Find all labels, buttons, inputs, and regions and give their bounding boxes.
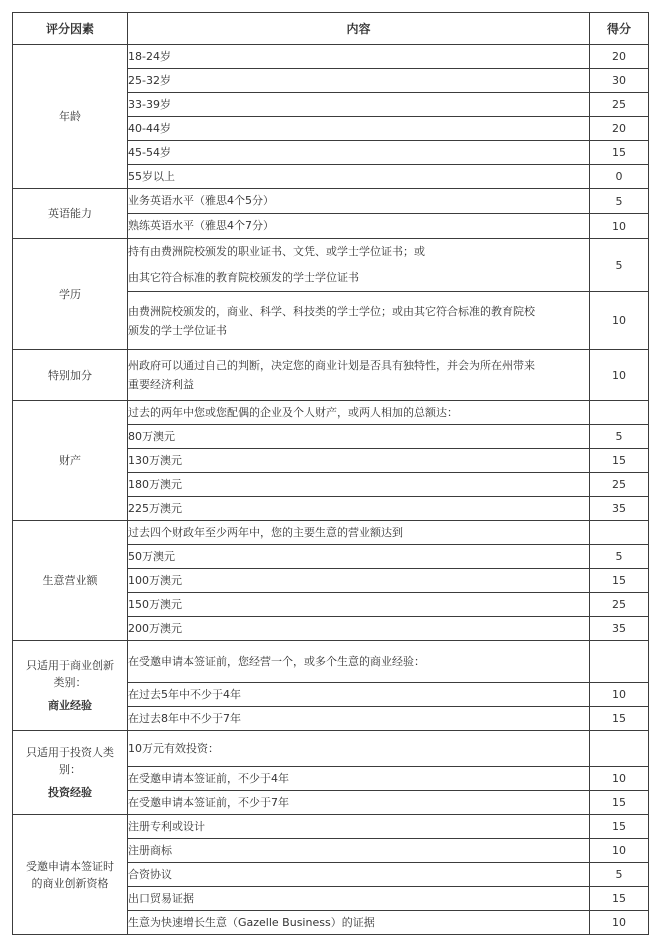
header-factor: 评分因素 — [13, 13, 128, 45]
content-cell: 合资协议 — [128, 863, 590, 887]
factor-turnover: 生意营业额 — [13, 521, 128, 641]
content-cell: 200万澳元 — [128, 617, 590, 641]
score-cell: 10 — [590, 767, 649, 791]
table-row — [13, 521, 649, 545]
content-cell — [128, 239, 590, 292]
content-cell: 在受邀申请本签证前，不少于4年 — [128, 767, 590, 791]
score-cell: 10 — [590, 683, 649, 707]
factor-label-line: 类别： — [53, 676, 87, 689]
factor-assets: 财产 — [13, 401, 128, 521]
content-line: 由其它符合标准的教育院校颁发的学士学位证书 — [128, 271, 359, 284]
content-cell: 45-54岁 — [128, 141, 590, 165]
content-cell: 生意为快速增长生意（Gazelle Business）的证据 — [128, 911, 590, 935]
table-row — [13, 641, 649, 683]
factor-label-bold: 投资经验 — [48, 786, 92, 799]
factor-label-line: 别： — [59, 763, 81, 776]
content-line: 重要经济利益 — [128, 378, 194, 391]
score-cell: 10 — [590, 911, 649, 935]
score-cell: 25 — [590, 93, 649, 117]
table-row — [13, 189, 649, 214]
content-line: 州政府可以通过自己的判断，决定您的商业计划是否具有独特性，并会为所在州带来 — [128, 359, 535, 372]
header-content: 内容 — [128, 13, 590, 45]
content-cell: 18-24岁 — [128, 45, 590, 69]
score-cell — [590, 731, 649, 767]
content-line: 持有由费洲院校颁发的职业证书、文凭、或学士学位证书；或 — [128, 245, 425, 258]
content-cell: 225万澳元 — [128, 497, 590, 521]
factor-special: 特别加分 — [13, 350, 128, 401]
content-cell: 在受邀申请本签证前，不少于7年 — [128, 791, 590, 815]
content-cell: 33-39岁 — [128, 93, 590, 117]
score-cell: 15 — [590, 449, 649, 473]
content-cell: 在过去8年中不少于7年 — [128, 707, 590, 731]
factor-investment-experience — [13, 731, 128, 815]
factor-label-bold: 商业经验 — [48, 699, 92, 712]
score-cell: 25 — [590, 473, 649, 497]
content-cell: 100万澳元 — [128, 569, 590, 593]
content-cell: 50万澳元 — [128, 545, 590, 569]
table-row — [13, 731, 649, 767]
score-cell: 5 — [590, 863, 649, 887]
points-table — [12, 12, 649, 935]
content-line: 颁发的学士学位证书 — [128, 323, 227, 337]
content-cell: 过去四个财政年至少两年中，您的主要生意的营业额达到 — [128, 521, 590, 545]
table-row — [13, 350, 649, 401]
score-cell: 10 — [590, 214, 649, 239]
factor-label-line: 的商业创新资格 — [31, 876, 109, 890]
content-line: 由费洲院校颁发的，商业、科学、科技类的学士学位；或由其它符合标准的教育院校 — [128, 304, 535, 318]
factor-age: 年龄 — [13, 45, 128, 189]
score-cell — [590, 521, 649, 545]
content-cell: 10万元有效投资： — [128, 731, 590, 767]
content-cell: 注册商标 — [128, 839, 590, 863]
factor-label-line: 受邀申请本签证时 — [26, 859, 114, 873]
factor-label-line: 只适用于商业创新 — [26, 659, 114, 672]
content-cell: 过去的两年中您或您配偶的企业及个人财产，或两人相加的总额达： — [128, 401, 590, 425]
content-cell: 130万澳元 — [128, 449, 590, 473]
score-cell: 10 — [590, 292, 649, 350]
content-cell — [128, 350, 590, 401]
factor-label-line: 只适用于投资人类 — [26, 746, 114, 759]
table-row — [13, 239, 649, 292]
content-cell: 出口贸易证据 — [128, 887, 590, 911]
table-header-row — [13, 13, 649, 45]
score-cell: 5 — [590, 239, 649, 292]
score-cell: 5 — [590, 425, 649, 449]
content-cell: 25-32岁 — [128, 69, 590, 93]
factor-business-experience — [13, 641, 128, 731]
factor-innovation — [13, 815, 128, 935]
content-cell: 40-44岁 — [128, 117, 590, 141]
score-cell: 35 — [590, 617, 649, 641]
score-cell — [590, 401, 649, 425]
score-cell: 15 — [590, 791, 649, 815]
score-cell: 15 — [590, 569, 649, 593]
score-cell: 15 — [590, 887, 649, 911]
score-cell: 10 — [590, 839, 649, 863]
score-cell: 15 — [590, 815, 649, 839]
score-cell: 30 — [590, 69, 649, 93]
score-cell — [590, 641, 649, 683]
score-cell: 35 — [590, 497, 649, 521]
content-cell: 55岁以上 — [128, 165, 590, 189]
content-cell: 注册专利或设计 — [128, 815, 590, 839]
score-cell: 25 — [590, 593, 649, 617]
score-cell: 20 — [590, 45, 649, 69]
score-cell: 0 — [590, 165, 649, 189]
content-cell: 在受邀申请本签证前，您经营一个，或多个生意的商业经验： — [128, 641, 590, 683]
score-cell: 15 — [590, 141, 649, 165]
score-cell: 5 — [590, 189, 649, 214]
factor-english: 英语能力 — [13, 189, 128, 239]
table-row — [13, 45, 649, 69]
score-cell: 10 — [590, 350, 649, 401]
content-cell: 业务英语水平（雅思4个5分） — [128, 189, 590, 214]
content-cell: 在过去5年中不少于4年 — [128, 683, 590, 707]
score-cell: 5 — [590, 545, 649, 569]
content-cell: 熟练英语水平（雅思4个7分） — [128, 214, 590, 239]
header-score: 得分 — [590, 13, 649, 45]
content-cell: 150万澳元 — [128, 593, 590, 617]
score-cell: 20 — [590, 117, 649, 141]
content-cell — [128, 292, 590, 350]
table-row — [13, 401, 649, 425]
factor-education: 学历 — [13, 239, 128, 350]
score-cell: 15 — [590, 707, 649, 731]
content-cell: 80万澳元 — [128, 425, 590, 449]
content-cell: 180万澳元 — [128, 473, 590, 497]
table-row — [13, 815, 649, 839]
